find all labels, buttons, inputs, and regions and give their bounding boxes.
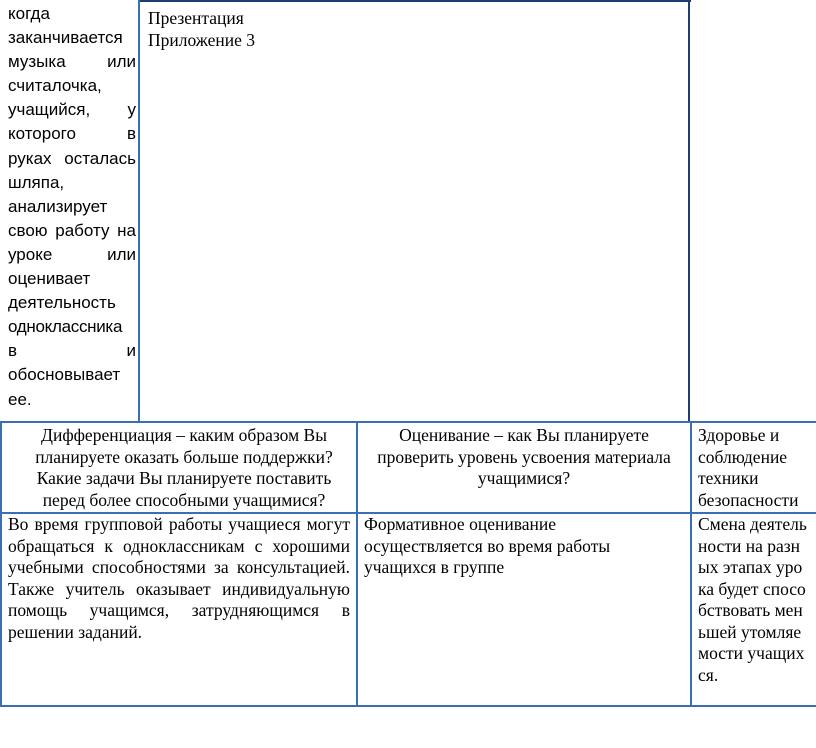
resource-presentation: Презентация — [148, 8, 244, 28]
desc-line-6: которого в — [8, 124, 136, 144]
border-table-bottom — [0, 705, 816, 707]
border-lower-divider-2 — [690, 421, 692, 707]
desc-line-14: одноклассника — [8, 317, 123, 337]
header-differentiation — [14, 425, 354, 513]
border-top — [138, 0, 691, 2]
content-health — [698, 514, 810, 704]
border-header-top — [0, 421, 816, 423]
header-health-text: Здоровье и соблюдение техники безопасности — [698, 425, 799, 510]
desc-line-10: свою работу на — [8, 220, 136, 240]
border-top-row-right — [688, 0, 690, 422]
header-health — [698, 425, 810, 513]
desc-line-1: когда — [8, 4, 50, 23]
content-assessment-text: Формативное оценивание осуществляется во время работы учащихся в группе — [364, 514, 611, 577]
desc-line-8: шляпа, — [8, 172, 65, 192]
header-differentiation-text: Дифференциация – каким образом Вы планируете оказать больше поддержки? Какие задачи Вы планируете поставить перед более способными учащимися? — [35, 425, 333, 510]
content-health-text: Смена деятельности на разных этапах урока будет способствовать меньшей утомляемости учащихся. — [698, 514, 807, 685]
border-header-bottom — [0, 512, 816, 514]
desc-line-12: оценивает — [8, 269, 91, 289]
border-lower-left — [0, 421, 2, 707]
desc-line-4: считалочка, — [8, 76, 102, 96]
border-top-row-left-divider — [138, 0, 140, 422]
desc-line-15: в и — [8, 341, 136, 361]
content-differentiation — [8, 514, 350, 704]
desc-line-2: заканчивается — [8, 28, 123, 48]
resource-appendix: Приложение 3 — [148, 30, 256, 50]
desc-line-3: музыка или — [8, 52, 136, 72]
desc-line-11: уроке или — [8, 244, 136, 264]
header-assessment-text: Оценивание – как Вы планируете проверить уровень усвоения материала учащимися? — [377, 425, 671, 488]
resources-cell — [148, 7, 678, 67]
desc-line-17: ее. — [8, 389, 32, 409]
desc-line-13: деятельность — [8, 293, 116, 313]
desc-line-16: обосновывает — [8, 365, 121, 385]
border-lower-divider-1 — [356, 421, 358, 707]
content-differentiation-text: Во время групповой работы учащиеся могут обращаться к одноклассникам с хорошими учебными способностями за консультацией. Также учитель оказывает индивидуальную помощь учащимся, затрудняющимся в решении заданий. — [8, 514, 350, 642]
desc-line-7: руках осталась — [8, 148, 136, 168]
stage-description-cell — [8, 2, 136, 420]
desc-line-5: учащийся, у — [8, 100, 136, 120]
content-assessment — [364, 514, 644, 704]
desc-line-9: анализирует — [8, 196, 108, 216]
header-assessment — [362, 425, 686, 513]
